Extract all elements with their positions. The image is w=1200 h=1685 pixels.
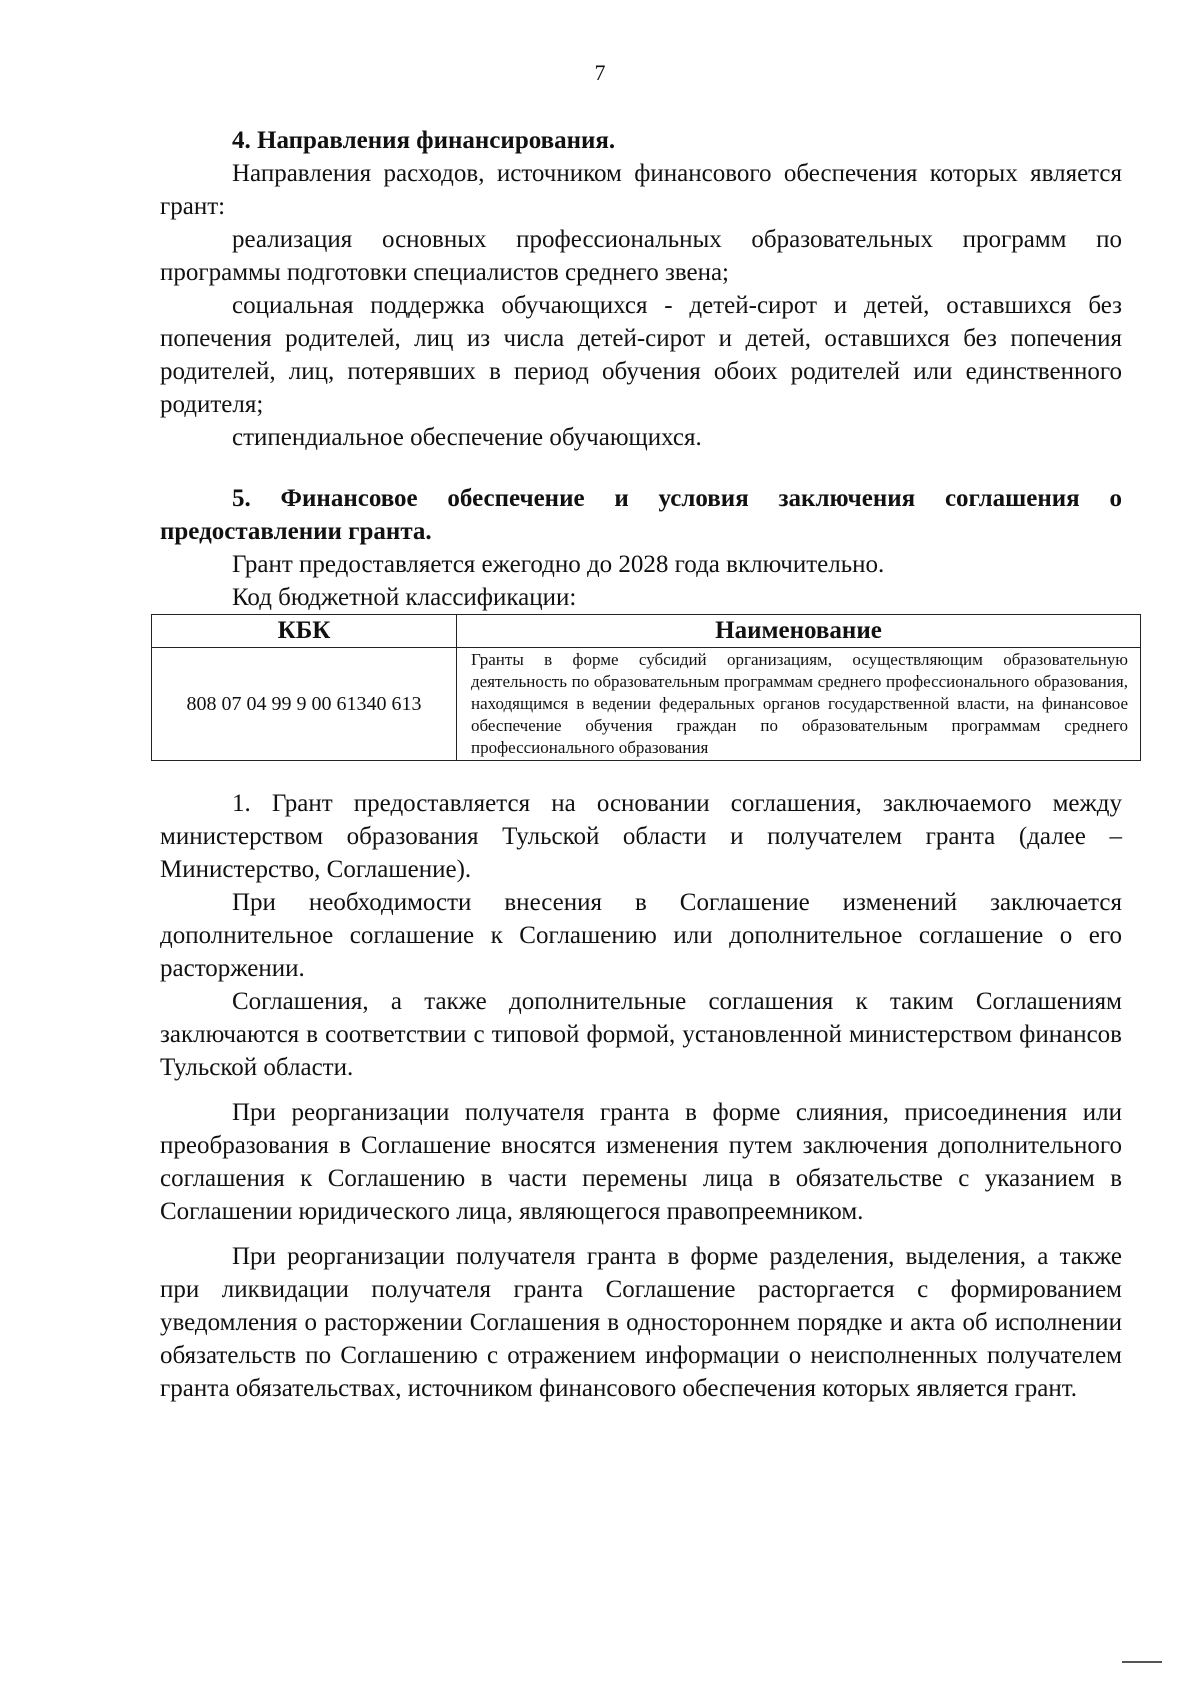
- section-5-intro: Код бюджетной классификации:: [232, 584, 577, 611]
- kbk-column-header: КБК: [152, 615, 457, 648]
- section-5-paragraph: Соглашения, а также дополнительные соглашения к таким Соглашениям заключаются в соответствии с типовой формой, установленной министерством финансов Тульской области.: [160, 988, 1122, 1081]
- section-5-paragraph: При необходимости внесения в Соглашение изменений заключается дополнительное соглашение к Соглашению или дополнительное соглашение о его расторжении.: [160, 889, 1122, 982]
- section-5-paragraph: При реорганизации получателя гранта в форме слияния, присоединения или преобразования в Соглашение вносятся изменения путем заключения дополнительного соглашения к Соглашению в части перемены лица в обязательстве с указанием в Соглашении юридического лица, являющегося правопреемником.: [160, 1099, 1122, 1225]
- section-4-paragraph: стипендиальное обеспечение обучающихся.: [232, 424, 702, 451]
- name-column-header: Наименование: [457, 615, 1141, 648]
- document-body: [160, 124, 1128, 1405]
- kbk-name-cell: Гранты в форме субсидий организациям, осуществляющим образовательную деятельность по образовательным программам среднего профессионального образования, находящимся в ведении федеральных органов государственной власти, на финансовое обеспечение обучения граждан по образовательным программам среднего профессионального образования: [457, 648, 1141, 761]
- kbk-code-cell: 808 07 04 99 9 00 61340 613: [152, 648, 457, 761]
- page-corner-mark: [1122, 1661, 1162, 1663]
- section-5-intro: Грант предоставляется ежегодно до 2028 года включительно.: [232, 551, 885, 578]
- kbk-table: [151, 614, 1141, 761]
- section-5-paragraph: При реорганизации получателя гранта в форме разделения, выделения, а также при ликвидации получателя гранта Соглашение расторгается с формированием уведомления о расторжении Соглашения в одностороннем порядке и акта об исполнении обязательств по Соглашению с отражением информации о неисполненных получателем гранта обязательствах, источником финансового обеспечения которых является грант.: [160, 1243, 1122, 1402]
- section-4-paragraph: социальная поддержка обучающихся - детей-сирот и детей, оставшихся без попечения родителей, лиц из числа детей-сирот и детей, оставшихся без попечения родителей, лиц, потерявших в период обучения обоих родителей или единственного родителя;: [160, 292, 1122, 418]
- kbk-table-header-row: [152, 615, 1141, 648]
- page-number: 7: [594, 60, 606, 85]
- section-4-paragraph: реализация основных профессиональных образовательных программ по программы подготовки специалистов среднего звена;: [160, 226, 1122, 286]
- section-5-heading: 5. Финансовое обеспечение и условия заключения соглашения о предоставлении гранта.: [160, 485, 1122, 545]
- table-row: [152, 648, 1141, 761]
- section-4-paragraph: Направления расходов, источником финансового обеспечения которых является грант:: [160, 160, 1122, 220]
- section-4-heading: 4. Направления финансирования.: [232, 127, 616, 154]
- section-5-paragraph: 1. Грант предоставляется на основании соглашения, заключаемого между министерством образования Тульской области и получателем гранта (далее – Министерство, Соглашение).: [160, 790, 1122, 883]
